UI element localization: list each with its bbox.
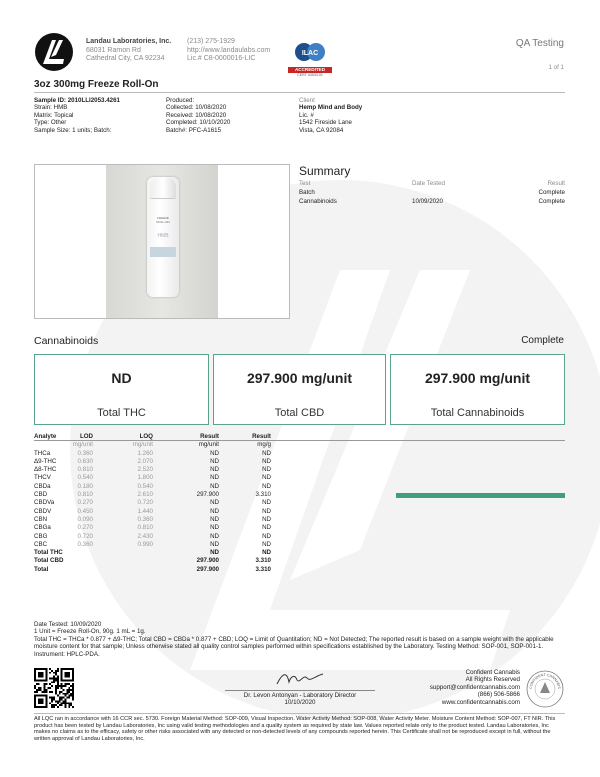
director-block <box>200 692 400 707</box>
result-g-cell: ND <box>262 499 271 507</box>
client-label: Client <box>299 97 315 104</box>
sample-matrix: Matrix: Topical <box>34 111 74 119</box>
total-result-g-cell: 3.310 <box>255 565 271 573</box>
loq-cell: 1.800 <box>137 474 153 482</box>
lod-cell: 0.450 <box>77 507 93 515</box>
unit-definition-note: 1 Unit = Freeze Roll-On, 90g. 1 mL = 1g. <box>34 628 146 636</box>
notes <box>34 621 565 658</box>
total-cbd-label: Total CBD <box>274 407 325 419</box>
lab-name: Landau Laboratories, Inc. <box>86 38 172 45</box>
total-result-unit-cell: 297.900 <box>196 565 219 573</box>
unit-loq: mg/unit <box>132 441 153 449</box>
col-loq: LOQ <box>139 433 153 440</box>
sample-strain: Strain: HMB <box>34 104 68 112</box>
table-total-row <box>34 549 565 557</box>
table-row <box>34 491 565 499</box>
col-result-unit: Result <box>200 433 219 440</box>
cc-rights: All Rights Reserved <box>465 676 520 684</box>
unit-lod: mg/unit <box>72 441 93 449</box>
lod-cell: 0.630 <box>77 457 93 465</box>
table-total-row <box>34 566 565 574</box>
table-row <box>34 483 565 491</box>
summary-title: Summary <box>299 164 351 178</box>
result-g-cell: ND <box>262 532 271 540</box>
result-unit-cell: ND <box>210 540 219 548</box>
loq-cell: 2.430 <box>137 532 153 540</box>
result-g-cell: 3.310 <box>255 491 271 499</box>
client-address-2: Vista, CA 92084 <box>299 126 344 134</box>
table-row <box>34 499 565 507</box>
qr-code-icon <box>34 668 74 708</box>
analyte-cell: CBC <box>34 540 48 548</box>
result-g-cell: ND <box>262 515 271 523</box>
lod-cell: 0.360 <box>77 449 93 457</box>
director-signature <box>275 670 325 688</box>
total-cannabinoids-box <box>390 354 565 425</box>
lab-website: http://www.landaulabs.com <box>187 46 271 54</box>
cc-website: www.confidentcannabis.com <box>441 698 520 706</box>
batch-number: Batch#: PFC-A1615 <box>166 126 222 134</box>
roll-on-bottle-image <box>147 177 179 297</box>
sample-id: Sample ID: 2010LLI2053.4261 <box>34 97 120 104</box>
loq-cell: 0.540 <box>137 482 153 490</box>
client-name: Hemp Mind and Body <box>299 104 363 112</box>
bottle-cap <box>150 177 176 199</box>
bottle-label <box>150 247 176 257</box>
analyte-cell: Δ8-THC <box>34 466 57 474</box>
bottle-text-line-3: HMB <box>157 233 169 239</box>
summary-row <box>299 198 565 207</box>
table-row <box>34 524 565 532</box>
result-g-cell: ND <box>262 482 271 490</box>
lod-cell: 0.810 <box>77 491 93 499</box>
accredited-label: ACCREDITED <box>288 67 332 73</box>
table-row <box>34 533 565 541</box>
footer-divider <box>34 713 565 714</box>
product-title: 3oz 300mg Freeze Roll-On <box>34 79 159 90</box>
table-units-row <box>34 441 565 449</box>
analyte-cell: CBN <box>34 515 48 523</box>
lab-phone: (213) 275-1929 <box>187 38 235 45</box>
collected-date: Collected: 10/08/2020 <box>166 104 227 112</box>
lod-cell: 0.270 <box>77 499 93 507</box>
lod-cell: 0.270 <box>77 524 93 532</box>
analyte-cell: CBDa <box>34 482 51 490</box>
date-tested-note: Date Tested: 10/09/2020 <box>34 621 102 628</box>
cc-name: Confident Cannabis <box>465 669 520 676</box>
analyte-cell: THCV <box>34 474 51 482</box>
summary-header-row <box>299 180 565 189</box>
title-divider <box>34 92 565 93</box>
loq-cell: 1.440 <box>137 507 153 515</box>
cc-phone: (866) 506-5866 <box>477 691 520 699</box>
total-result-unit-cell: 297.900 <box>196 557 219 565</box>
unit-result-g: mg/g <box>257 441 271 449</box>
total-thc-value: ND <box>111 370 132 386</box>
cannabinoid-results-table <box>34 433 565 574</box>
svg-text:ILAC: ILAC <box>301 50 319 57</box>
summary-header-test: Test <box>299 180 311 187</box>
qa-testing-title: QA Testing <box>515 38 564 49</box>
bottle-text-line-2: ROLL-ON <box>156 220 170 224</box>
definitions-note: Total THC = THCa * 0.877 + Δ9-THC; Total CBD = CBDa * 0.877 + CBD; LOQ = Limit of Quantitation; ND = Not Detected; The reported result is based on a sample weight with the applicable moisture content for that sample; Unless otherwise stated all quality control samples performed within specifications established by the Laboratory. Testing Method: SOP-001, SOP-001-1. Instrument: HPLC-PDA. <box>34 635 554 658</box>
loq-cell: 2.070 <box>137 457 153 465</box>
cc-email: support@confidentcannabis.com <box>429 683 520 691</box>
table-row <box>34 474 565 482</box>
summary-result: Complete <box>538 198 565 205</box>
total-result-unit-cell: ND <box>210 549 219 557</box>
lod-cell: 0.540 <box>77 474 93 482</box>
client-address-1: 1542 Fireside Lane <box>299 119 352 127</box>
result-unit-cell: ND <box>210 474 219 482</box>
total-result-g-cell: 3.310 <box>255 557 271 565</box>
total-cbd-box <box>213 354 386 425</box>
result-g-cell: ND <box>262 474 271 482</box>
cert-number: CERT #3533.01 <box>297 73 323 77</box>
product-photo <box>106 165 218 318</box>
total-result-g-cell: ND <box>262 549 271 557</box>
director-date: 10/10/2020 <box>284 699 316 707</box>
result-g-cell: ND <box>262 524 271 532</box>
confident-cannabis-seal-icon <box>526 670 564 708</box>
production-dates <box>166 97 230 134</box>
table-row <box>34 458 565 466</box>
lod-cell: 0.180 <box>77 482 93 490</box>
sample-size: Sample Size: 1 units; Batch: <box>34 126 112 134</box>
result-unit-cell: ND <box>210 515 219 523</box>
lod-cell: 0.090 <box>77 515 93 523</box>
result-unit-cell: ND <box>210 457 219 465</box>
loq-cell: 0.720 <box>137 499 153 507</box>
lab-address-2: Cathedral City, CA 92234 <box>86 55 165 63</box>
result-unit-cell: ND <box>210 507 219 515</box>
result-g-cell: ND <box>262 466 271 474</box>
loq-cell: 0.990 <box>137 540 153 548</box>
result-unit-cell: ND <box>210 532 219 540</box>
total-cbd-value: 297.900 mg/unit <box>246 370 353 386</box>
analyte-cell: CBDVa <box>34 499 55 507</box>
summary-result: Complete <box>538 189 565 196</box>
table-total-row <box>34 557 565 565</box>
result-g-cell: ND <box>262 507 271 515</box>
confident-cannabis-info <box>430 669 520 706</box>
col-result-g: Result <box>252 433 271 440</box>
signature-line <box>225 690 375 691</box>
result-g-cell: ND <box>262 449 271 457</box>
table-body <box>34 450 565 574</box>
summary-row <box>299 189 565 198</box>
lab-info <box>86 38 171 64</box>
loq-cell: 0.810 <box>137 524 153 532</box>
summary-test: Cannabinoids <box>299 198 337 205</box>
cbd-result-bar <box>396 493 565 498</box>
analyte-cell: Δ9-THC <box>34 457 57 465</box>
analyte-cell: THCa <box>34 449 51 457</box>
lod-cell: 0.360 <box>77 540 93 548</box>
total-thc-label: Total THC <box>97 407 146 419</box>
table-row <box>34 450 565 458</box>
client-info <box>299 97 362 134</box>
summary-table <box>299 180 565 207</box>
summary-test: Batch <box>299 189 315 196</box>
table-row <box>34 466 565 474</box>
result-unit-cell: ND <box>210 482 219 490</box>
total-thc-box <box>34 354 209 425</box>
table-row <box>34 516 565 524</box>
analyte-cell: CBD <box>34 491 48 499</box>
product-image-frame <box>34 164 290 319</box>
completed-date: Completed: 10/10/2020 <box>166 119 231 127</box>
summary-header-date: Date Tested <box>412 180 445 187</box>
result-unit-cell: 297.900 <box>196 491 219 499</box>
produced-label: Produced: <box>166 97 195 104</box>
cannabinoids-status: Complete <box>521 335 564 346</box>
unit-result-unit: mg/unit <box>198 441 219 449</box>
analyte-cell: CBDV <box>34 507 52 515</box>
result-unit-cell: ND <box>210 466 219 474</box>
sample-type: Type: Other <box>34 119 67 127</box>
disclaimer: All LQC ran in accordance with 16 CCR sec. 5730. Foreign Material Method: SOP-009, Visual Inspection. Water Activity Method: SOP-008, Water Activity Meter. Moisture Content Method: SOP-007, FT NIR. This product has been tested by Landau Laboratories, Inc using valid testing methodologies and a quality system as required by state law. Values reported relate only to the product tested. Landau Laboratories, Inc makes no claims as to the efficacy, safety or other risks associated with any detected or non-detected levels of any compounds reported herein. This Certificate shall not be reproduced except in full, without the written approval of Landau Laboratories, Inc. <box>34 716 556 742</box>
cannabinoids-heading: Cannabinoids <box>34 335 99 347</box>
total-cannabinoids-label: Total Cannabinoids <box>430 407 525 419</box>
landau-logo-icon <box>34 32 74 72</box>
svg-text:CONFIDENT CANNABIS: CONFIDENT CANNABIS <box>528 672 562 690</box>
sample-info <box>34 97 120 134</box>
total-label-cell: Total CBD <box>34 557 64 565</box>
received-date: Received: 10/08/2020 <box>166 111 227 119</box>
table-header-row <box>34 433 565 441</box>
lod-cell: 0.810 <box>77 466 93 474</box>
lod-cell: 0.720 <box>77 532 93 540</box>
loq-cell: 1.260 <box>137 449 153 457</box>
total-label-cell: Total <box>34 565 49 573</box>
lab-license: Lic.# C8-0000016-LIC <box>187 55 256 63</box>
col-lod: LOD <box>79 433 93 440</box>
analyte-cell: CBG <box>34 532 48 540</box>
bottle-text-line-1: FREEZE <box>157 216 169 220</box>
result-unit-cell: ND <box>210 499 219 507</box>
loq-cell: 0.360 <box>137 515 153 523</box>
summary-header-result: Result <box>547 180 565 187</box>
analyte-cell: CBGa <box>34 524 51 532</box>
loq-cell: 2.520 <box>137 466 153 474</box>
summary-date: 10/09/2020 <box>412 198 443 205</box>
page-number: 1 of 1 <box>548 64 564 71</box>
total-cannabinoids-value: 297.900 mg/unit <box>424 370 531 386</box>
lab-address-1: 68031 Ramon Rd <box>86 46 141 54</box>
client-license: Lic. # <box>299 111 314 119</box>
accreditation-badge <box>288 40 332 77</box>
accreditation-icon <box>288 40 332 62</box>
result-unit-cell: ND <box>210 524 219 532</box>
director-name: Dr. Levon Antonyan - Laboratory Director <box>243 692 357 699</box>
result-g-cell: ND <box>262 540 271 548</box>
table-row <box>34 541 565 549</box>
result-g-cell: ND <box>262 457 271 465</box>
lab-contact <box>187 38 270 64</box>
result-unit-cell: ND <box>210 449 219 457</box>
col-analyte: Analyte <box>34 433 57 440</box>
loq-cell: 2.610 <box>137 491 153 499</box>
table-row <box>34 508 565 516</box>
total-label-cell: Total THC <box>34 549 63 557</box>
